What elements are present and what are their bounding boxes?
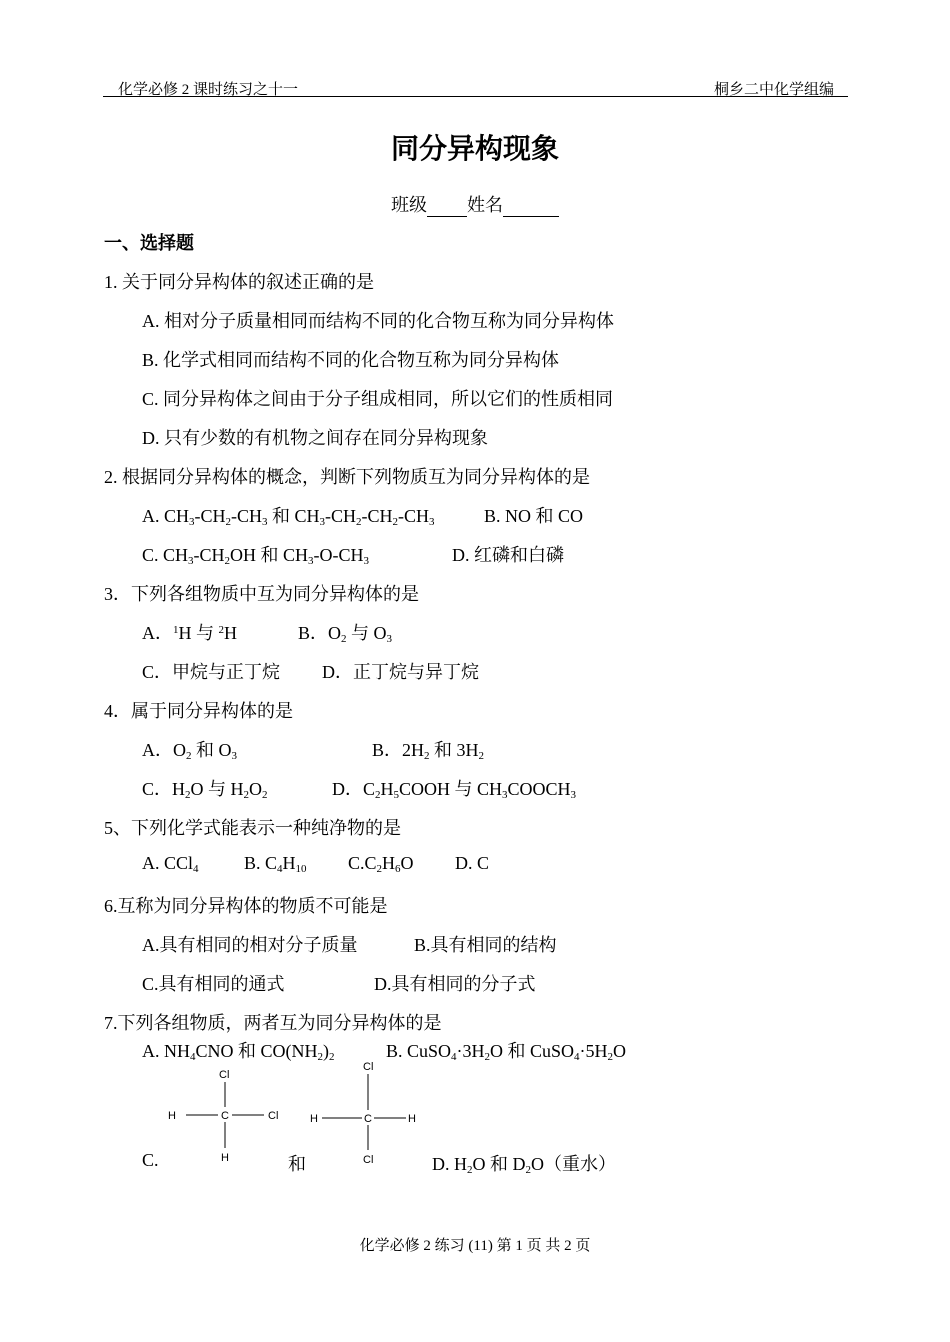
atom-top: Cl [363, 1061, 374, 1073]
q3-option-a: A．$^1$H 与 $^2$H [142, 623, 237, 643]
header-right-text: 桐乡二中化学组编 [713, 82, 834, 98]
atom-bottom: Cl [363, 1154, 374, 1166]
atom-right: Cl [268, 1110, 279, 1122]
q5-option-c: $C.C_2H_6O$ [348, 853, 414, 875]
header-left-text: 化学必修 2 课时练习之十一 [118, 82, 299, 98]
q6-option-a: A.具有相同的相对分子质量 [142, 935, 358, 955]
q6-option-b: B.具有相同的结构 [414, 935, 557, 955]
atom-top: Cl [219, 1069, 230, 1081]
q2-stem: 2. 根据同分异构体的概念，判断下列物质互为同分异构体的是 [104, 467, 590, 487]
q5-option-b: B. $C_4H_{10}$ [244, 853, 307, 875]
atom-left: H [310, 1113, 318, 1125]
q4-stem: 4．属于同分异构体的是 [104, 701, 293, 721]
atom-right: H [408, 1113, 416, 1125]
q6-stem: 6.互称为同分异构体的物质不可能是 [104, 896, 388, 916]
q3-option-b: B．$O_2$ 与 $O_3$ [298, 623, 393, 645]
q2-option-a: A. $CH_3-CH_2-CH_3$ 和 $CH_3-CH_2-CH_2-CH_3$ [142, 506, 435, 528]
header-divider [103, 96, 848, 97]
q1-option-a: A. 相对分子质量相同而结构不同的化合物互称为同分异构体 [142, 311, 614, 331]
q7-option-b: B. $CuSO_4\cdot 3H_2O$ 和 $CuSO_4\cdot 5H_2O$ [386, 1041, 627, 1063]
q4-option-b: B．$2H_2$ 和 $3H_2$ [372, 740, 485, 762]
name-label: 姓名 [467, 195, 503, 215]
q2-option-c: C. $CH_3-CH_2OH$ 和 $CH_3-O-CH_3$ [142, 545, 370, 567]
q3-option-c: C．甲烷与正丁烷 [142, 662, 281, 682]
atom-center: C [364, 1113, 372, 1125]
q4-option-c: C．$H_2O$ 与 $H_2O_2$ [142, 779, 268, 801]
name-blank[interactable] [503, 197, 559, 217]
q7-option-d: D. $H_2O$ 和 $D_2O$（重水） [432, 1154, 616, 1176]
q1-option-b: B. 化学式相同而结构不同的化合物互称为同分异构体 [142, 350, 560, 370]
q1-stem: 1. 关于同分异构体的叙述正确的是 [104, 272, 374, 292]
q3-stem: 3．下列各组物质中互为同分异构体的是 [104, 584, 419, 604]
structural-formula-2 [300, 1058, 430, 1170]
q2-option-d: D. 红磷和白磷 [452, 545, 564, 565]
q4-option-a: A．$O_2$ 和 $O_3$ [142, 740, 237, 762]
atom-center: C [221, 1110, 229, 1122]
q2-option-b: B. NO 和 CO [484, 506, 584, 526]
atom-bottom: H [221, 1152, 229, 1164]
page-footer: 化学必修 2 练习 (11) 第 1 页 共 2 页 [359, 1238, 591, 1254]
q1-option-c: C. 同分异构体之间由于分子组成相同，所以它们的性质相同 [142, 389, 614, 409]
q7-and-text: 和 [288, 1154, 306, 1174]
class-name-line [0, 191, 950, 217]
q7-option-c-label: C. [142, 1150, 159, 1170]
page-title: 同分异构现象 [390, 132, 559, 165]
section-title: 一、选择题 [104, 233, 194, 254]
q7-stem: 7.下列各组物质，两者互为同分异构体的是 [104, 1013, 442, 1033]
q1-option-d: D. 只有少数的有机物之间存在同分异构现象 [142, 428, 488, 448]
q5-option-d: D. C [455, 853, 490, 873]
q6-option-c: C.具有相同的通式 [142, 974, 285, 994]
class-label: 班级 [391, 195, 427, 215]
q7-option-a: A. $NH_4CNO$ 和 $CO(NH_2)_2$ [142, 1041, 335, 1063]
q4-option-d: D．$C_2H_5COOH$ 与 $CH_3COOCH_3$ [332, 779, 577, 801]
q5-stem: 5、下列化学式能表示一种纯净物的是 [104, 818, 401, 838]
q6-option-d: D.具有相同的分子式 [374, 974, 536, 994]
q3-option-d: D．正丁烷与异丁烷 [322, 662, 479, 682]
structural-formula-1 [160, 1064, 290, 1170]
atom-left: H [168, 1110, 176, 1122]
class-blank[interactable] [427, 197, 467, 217]
q5-option-a: A. CCl$_4$ [142, 853, 199, 875]
